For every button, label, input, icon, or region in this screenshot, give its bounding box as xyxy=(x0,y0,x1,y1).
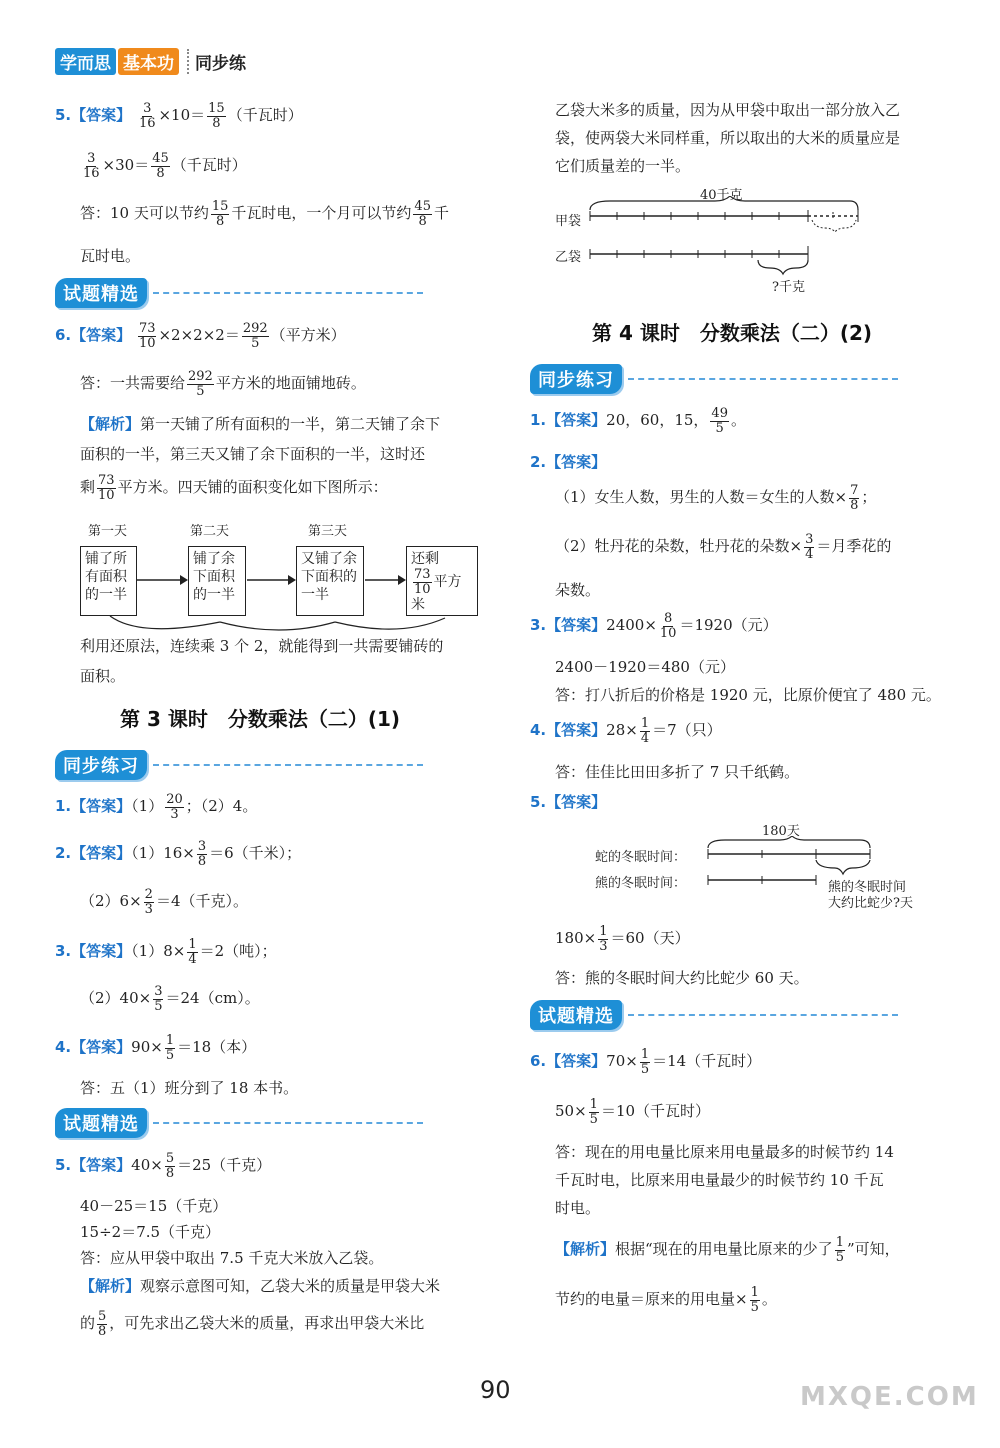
section-badge-practice: 同步练习 xyxy=(55,750,423,780)
left-q6-answer: 答：一共需要给 $\frac{292}{5}$ 平方米的地面铺地砖。 xyxy=(80,369,366,399)
fraction: $\frac{1}{5}$ xyxy=(165,1033,175,1063)
left-q6-analysis-1: 【解析】第一天铺了所有面积的一半，第二天铺了余下 xyxy=(80,415,441,433)
right-s1: 1.【答案】20，60，15， $\frac{49}{5}$ 。 xyxy=(530,406,746,436)
left-q5-line2: $\frac{3}{16}$ ×30＝ $\frac{45}{8}$ （千瓦时） xyxy=(83,151,247,181)
fraction: $\frac{1}{5}$ xyxy=(835,1235,844,1265)
bag-diagram-yi-label: 乙袋 xyxy=(555,250,582,265)
left-s2-line2: （2）6× $\frac{2}{3}$ ＝4（千克）。 xyxy=(80,887,248,917)
left-s5-analysis-2: 的 $\frac{5}{8}$ ，可先求出乙袋大米的质量，再求出甲袋大米比 xyxy=(80,1309,425,1339)
right-s3-line2: 2400－1920＝480（元） xyxy=(555,658,735,676)
fraction: $\frac{3}{8}$ xyxy=(197,839,207,869)
right-s4-line1: 4.【答案】28× $\frac{1}{4}$ ＝7（只） xyxy=(530,716,722,746)
fraction: $\frac{3}{5}$ xyxy=(154,984,163,1014)
brand-logo-xueersi: 学而思 xyxy=(55,48,116,75)
right-s2-line3: 朵数。 xyxy=(555,581,601,599)
right-s3-answer: 答：打八折后的价格是 1920 元，比原价便宜了 480 元。 xyxy=(555,686,941,704)
flow-box-day1: 铺了所有面积的一半 xyxy=(80,546,137,616)
left-q5-line1: 5.【答案】 $\frac{3}{16}$ ×10＝ $\frac{15}{8}$ （千瓦时） xyxy=(55,101,303,131)
lesson-title-4: 第 4 课时 分数乘法（二）(2) xyxy=(592,321,873,345)
left-s5-analysis-1: 【解析】观察示意图可知，乙袋大米的质量是甲袋大米 xyxy=(80,1277,441,1295)
flow-box-remaining: 还剩 $\frac{73}{10}$ 平方米 xyxy=(406,546,478,616)
right-cont-2: 袋，使两袋大米同样重，所以取出的大米的质量应是 xyxy=(555,129,901,147)
section-badge-select-2: 试题精选 xyxy=(55,1108,423,1138)
right-s6-line1: 6.【答案】70× $\frac{1}{5}$ ＝14（千瓦时） xyxy=(530,1047,762,1077)
right-s6-answer-3: 时电。 xyxy=(555,1199,601,1217)
section-badge-practice-2: 同步练习 xyxy=(530,364,898,394)
sleep-diagram-total-label: 180天 xyxy=(762,824,800,839)
right-s4-answer: 答：佳佳比田田多折了 7 只千纸鹤。 xyxy=(555,763,800,781)
left-s5-answer: 答：应从甲袋中取出 7.5 千克大米放入乙袋。 xyxy=(80,1249,384,1267)
fraction: $\frac{1}{5}$ xyxy=(640,1047,650,1077)
left-s3-line2: （2）40× $\frac{3}{5}$ ＝24（cm）。 xyxy=(80,984,260,1014)
brand-logo-jibengong: 基本功 xyxy=(118,48,179,75)
fraction: $\frac{2}{3}$ xyxy=(144,887,153,917)
lesson-title-3: 第 3 课时 分数乘法（二）(1) xyxy=(120,707,401,731)
left-s3-line1: 3.【答案】（1）8× $\frac{1}{4}$ ＝2（吨）； xyxy=(55,937,277,967)
left-q6-analysis-4: 利用还原法，连续乘 3 个 2，就能得到一共需要铺砖的 xyxy=(80,637,444,655)
bag-diagram xyxy=(580,196,870,276)
right-s5-calc: 180× $\frac{1}{3}$ ＝60（天） xyxy=(555,924,690,954)
right-s5-answer: 答：熊的冬眠时间大约比蛇少 60 天。 xyxy=(555,969,809,987)
right-s6-answer-2: 千瓦时电，比原来用电量最少的时候节约 10 千瓦 xyxy=(555,1171,884,1189)
right-s2-line2: （2）牡丹花的朵数，牡丹花的朵数× $\frac{3}{4}$ ＝月季花的 xyxy=(555,532,892,562)
fraction: $\frac{1}{3}$ xyxy=(599,924,608,954)
fraction: $\frac{8}{10}$ xyxy=(659,611,677,641)
fraction: $\frac{3}{16}$ xyxy=(83,151,100,181)
bag-diagram-total-label: 40千克 xyxy=(700,188,743,203)
fraction: $\frac{49}{5}$ xyxy=(711,406,728,436)
fraction: $\frac{45}{8}$ xyxy=(414,199,431,229)
fraction: $\frac{5}{8}$ xyxy=(98,1309,107,1339)
left-q6-analysis-3: 剩 $\frac{73}{10}$ 平方米。四天铺的面积变化如下图所示： xyxy=(80,473,388,503)
right-s5-head: 5.【答案】 xyxy=(530,793,607,811)
fraction: $\frac{3}{4}$ xyxy=(805,532,814,562)
fraction: $\frac{292}{5}$ xyxy=(188,369,213,399)
watermark: MXQE.COM xyxy=(800,1382,979,1412)
left-q5-answer: 答：10 天可以节约 $\frac{15}{8}$ 千瓦时电，一个月可以节约 $\frac{45}{8}$ 千 xyxy=(80,199,449,229)
sleep-diagram-note2: 大约比蛇少?天 xyxy=(828,896,913,911)
left-s2-line1: 2.【答案】（1）16× $\frac{3}{8}$ ＝6（千米）； xyxy=(55,839,302,869)
diagram-label-day1: 第一天 xyxy=(88,524,128,539)
right-cont-3: 它们质量差的一半。 xyxy=(555,157,691,175)
right-s6-analysis-2: 节约的电量＝原来的用电量× $\frac{1}{5}$ 。 xyxy=(555,1285,777,1315)
header-subtitle: 同步练 xyxy=(187,49,246,74)
sleep-diagram-snake-label: 蛇的冬眠时间： xyxy=(595,850,687,865)
fraction: $\frac{15}{8}$ xyxy=(211,199,229,229)
left-s5-line2: 40－25＝15（千克） xyxy=(80,1197,228,1215)
flow-box-day3: 又铺了余下面积的一半 xyxy=(296,546,364,616)
fraction: $\frac{7}{8}$ xyxy=(850,483,859,513)
right-cont-1: 乙袋大米多的质量，因为从甲袋中取出一部分放入乙 xyxy=(555,101,901,119)
right-s6-analysis-1: 【解析】根据“现在的用电量比原来的少了 $\frac{1}{5}$ ”可知， xyxy=(555,1235,900,1265)
fraction: $\frac{5}{8}$ xyxy=(165,1151,175,1181)
bag-diagram-unknown-label: ?千克 xyxy=(772,280,805,295)
bag-diagram-jia-label: 甲袋 xyxy=(555,214,582,229)
answer-tag: 【答案】 xyxy=(71,106,132,125)
left-s5-line1: 5.【答案】40× $\frac{5}{8}$ ＝25（千克） xyxy=(55,1151,272,1181)
right-s2-head: 2.【答案】 xyxy=(530,453,607,471)
fraction: $\frac{15}{8}$ xyxy=(208,101,225,131)
question-number: 5. xyxy=(55,106,72,125)
fraction: $\frac{1}{4}$ xyxy=(640,716,650,746)
fraction: $\frac{1}{4}$ xyxy=(188,937,197,967)
left-s4-answer: 答：五（1）班分到了 18 本书。 xyxy=(80,1079,299,1097)
left-q6-analysis-5: 面积。 xyxy=(80,667,126,685)
right-s6-line2: 50× $\frac{1}{5}$ ＝10（千瓦时） xyxy=(555,1097,711,1127)
fraction: $\frac{73}{10}$ xyxy=(138,321,156,351)
sleep-diagram xyxy=(700,836,880,896)
fraction: $\frac{292}{5}$ xyxy=(242,321,268,351)
fraction: $\frac{73}{10}$ xyxy=(414,567,431,597)
right-s6-answer-1: 答：现在的用电量比原来用电量最多的时候节约 14 xyxy=(555,1143,894,1161)
sleep-diagram-bear-label: 熊的冬眠时间： xyxy=(595,876,687,891)
left-q6-analysis-2: 面积的一半，第三天又铺了余下面积的一半，这时还 xyxy=(80,445,426,463)
diagram-label-day2: 第二天 xyxy=(190,524,230,539)
left-q6-line1: 6.【答案】 $\frac{73}{10}$ ×2×2×2＝ $\frac{292}{5}$ （平方米） xyxy=(55,321,346,351)
left-s4-line1: 4.【答案】90× $\frac{1}{5}$ ＝18（本） xyxy=(55,1033,257,1063)
sleep-diagram-note1: 熊的冬眠时间 xyxy=(828,880,907,895)
diagram-label-day3: 第三天 xyxy=(308,524,348,539)
fraction: $\frac{45}{8}$ xyxy=(152,151,169,181)
section-badge-select: 试题精选 xyxy=(55,278,423,308)
left-s5-line3: 15÷2＝7.5（千克） xyxy=(80,1223,221,1241)
right-s3-line1: 3.【答案】2400× $\frac{8}{10}$ ＝1920（元） xyxy=(530,611,778,641)
left-s1: 1.【答案】（1） $\frac{20}{3}$ ；（2）4。 xyxy=(55,792,258,822)
fraction: $\frac{20}{3}$ xyxy=(166,792,183,822)
fraction: $\frac{3}{16}$ xyxy=(138,101,156,131)
fraction: $\frac{1}{5}$ xyxy=(750,1285,759,1315)
section-badge-select-3: 试题精选 xyxy=(530,1000,898,1030)
header xyxy=(55,48,246,75)
right-s2-line1: （1）女生人数，男生的人数＝女生的人数× $\frac{7}{8}$ ； xyxy=(555,483,877,513)
fraction: $\frac{73}{10}$ xyxy=(98,473,115,503)
page-number: 90 xyxy=(480,1376,511,1404)
flow-box-day2: 铺了余下面积的一半 xyxy=(188,546,246,616)
fraction: $\frac{1}{5}$ xyxy=(589,1097,598,1127)
left-q5-answer-cont: 瓦时电。 xyxy=(80,247,141,265)
